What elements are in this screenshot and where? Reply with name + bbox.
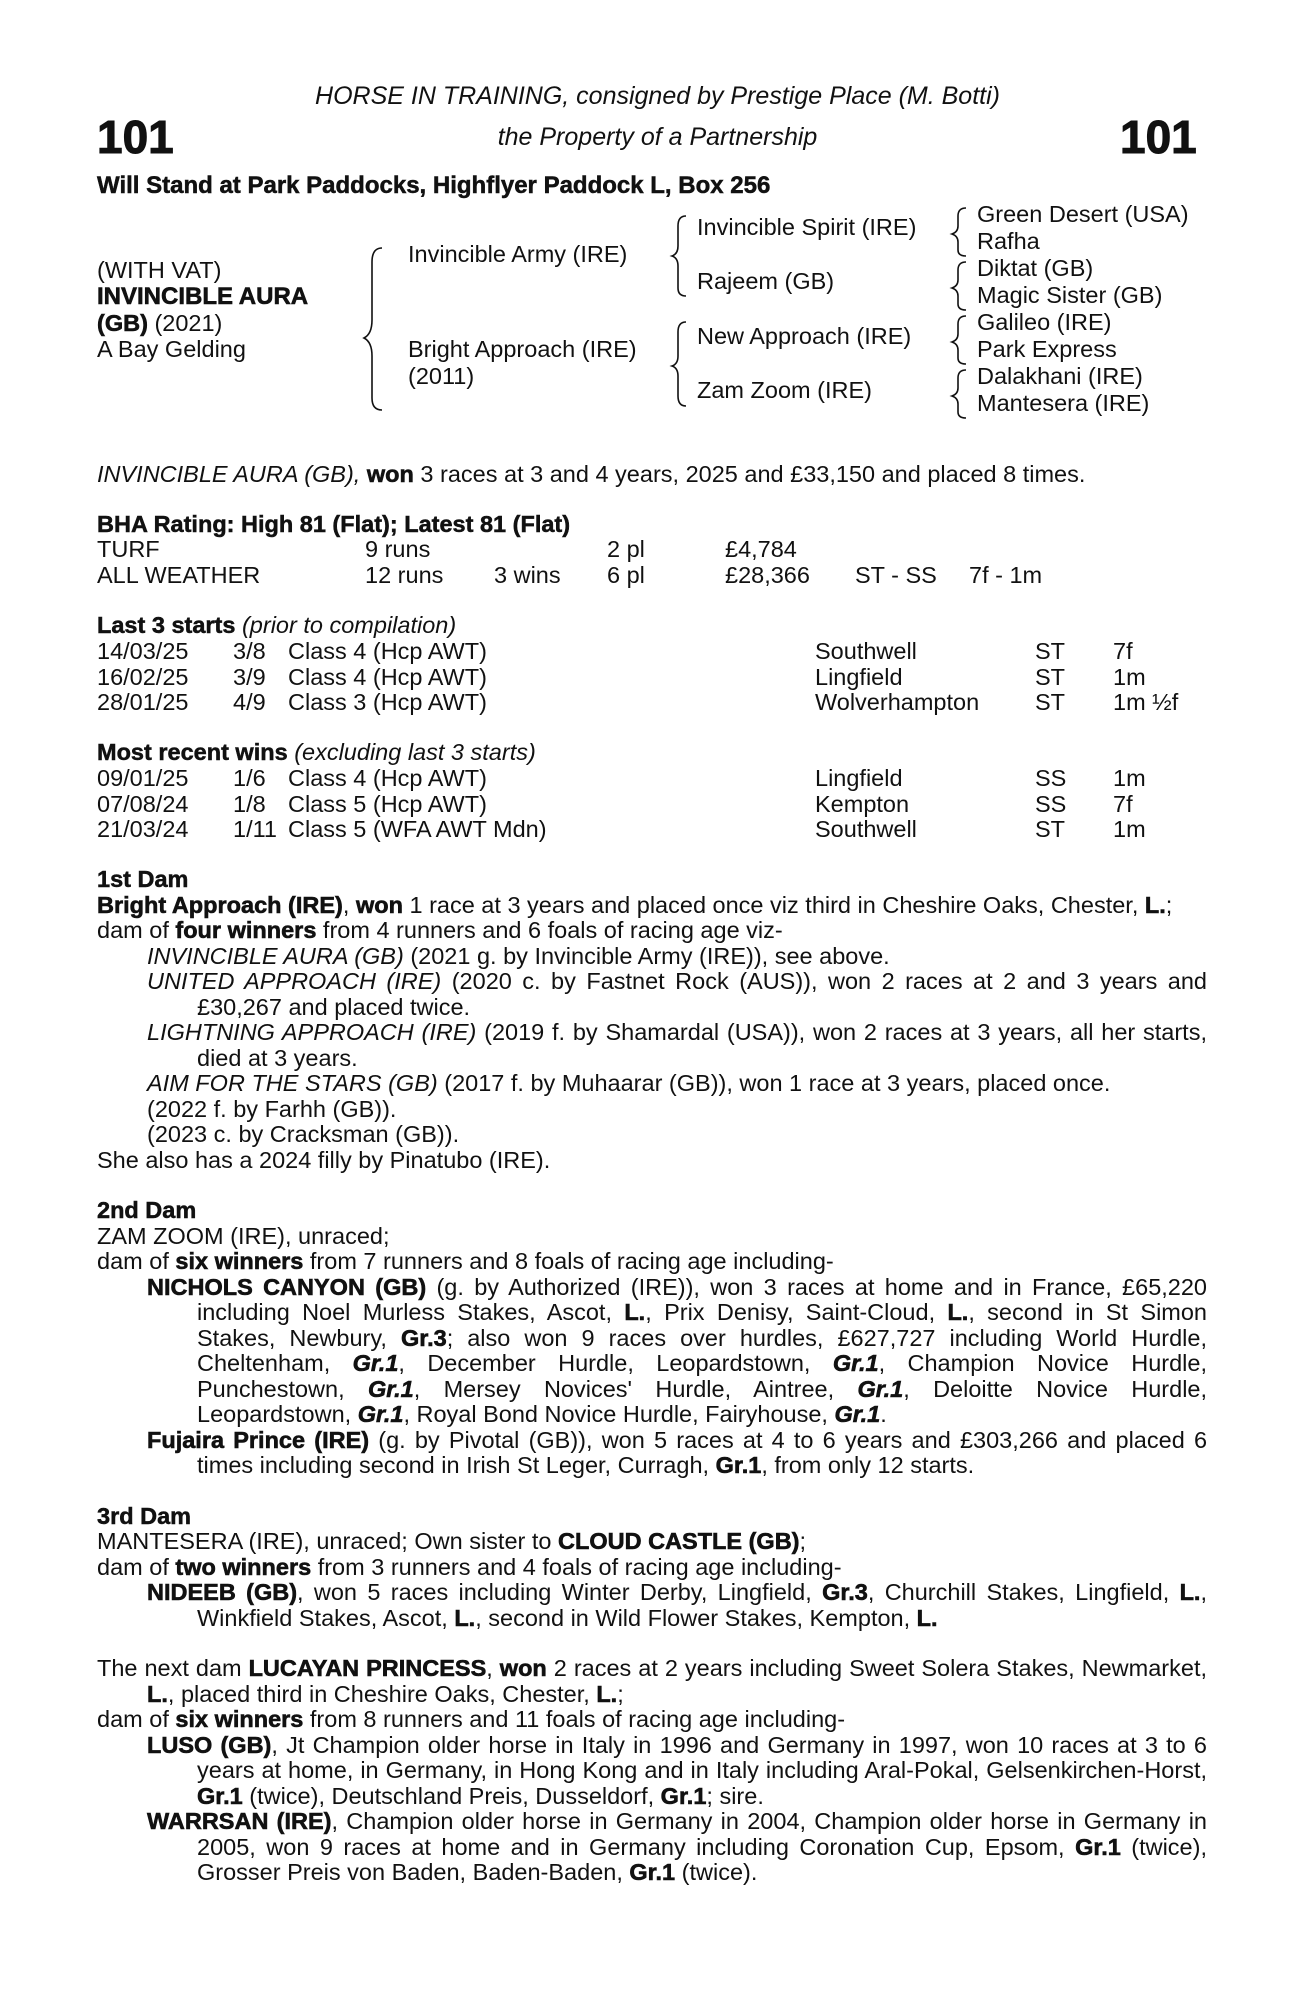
win-pos: 1/11 bbox=[233, 816, 277, 842]
nichols-p1: (g. by Authorized (IRE)), won 3 races at home and in France, £65,220 including Noel Murless Stakes, Ascot, bbox=[197, 1273, 1207, 1325]
produce-name: AIM FOR THE STARS (GB) bbox=[147, 1070, 438, 1096]
next-dam-p2: , placed third in Cheshire Oaks, Chester, bbox=[167, 1680, 590, 1707]
list-item bbox=[97, 1275, 1207, 1428]
grade-badge: Gr.3 bbox=[822, 1579, 868, 1605]
nichols-p2: , Prix Denisy, Saint-Cloud, bbox=[645, 1299, 936, 1325]
start-date: 28/01/25 bbox=[97, 689, 189, 715]
rating-surface: TURF bbox=[97, 536, 160, 562]
produce-text: (2019 f. by Shamardal (USA)), won 2 races at 3 years, all her starts, died at 3 years. bbox=[197, 1019, 1207, 1071]
rating-distance: 7f - 1m bbox=[969, 561, 1043, 588]
pedigree-g3-4: Magic Sister (GB) bbox=[977, 282, 1163, 308]
produce-text: (2023 c. by Cracksman (GB)). bbox=[147, 1121, 460, 1147]
dam1-dam-of-pre: dam of bbox=[97, 917, 169, 943]
rating-prize: £28,366 bbox=[725, 561, 810, 588]
list-item bbox=[97, 1020, 1207, 1071]
produce-text: (2020 c. by Fastnet Rock (AUS)), won 2 races at 2 and 3 years and £30,267 and placed twice. bbox=[197, 968, 1207, 1020]
win-race: Class 5 (Hcp AWT) bbox=[288, 790, 487, 817]
list-item bbox=[97, 969, 1207, 1020]
grade-badge: Gr.3 bbox=[400, 1324, 447, 1351]
rating-row-aw bbox=[97, 563, 1197, 589]
rating-runs: 9 runs bbox=[365, 536, 431, 562]
grade-badge: L. bbox=[147, 1680, 168, 1707]
recent-wins-title bbox=[97, 740, 536, 766]
start-dist: 7f bbox=[1113, 638, 1133, 664]
header-property: the Property of a Partnership bbox=[497, 123, 818, 151]
brace-gen1 bbox=[364, 248, 382, 410]
grade-badge: Gr.1 bbox=[834, 1401, 881, 1427]
dam3-dam-of bbox=[97, 1555, 1207, 1581]
table-row bbox=[97, 817, 1197, 843]
start-pos: 3/9 bbox=[233, 663, 266, 690]
lot-number-right: 101 bbox=[1120, 111, 1197, 163]
pedigree-g3-1: Green Desert (USA) bbox=[977, 201, 1189, 227]
nichols-p6: , Champion Novice Hurdle, Punchestown, bbox=[197, 1350, 1208, 1402]
dam1-dam-of-post: from 4 runners and 6 foals of racing age viz- bbox=[322, 917, 783, 943]
luso-p1: , Jt Champion older horse in Italy in 1996 and Germany in 1997, won 10 races at 3 to 6 years at home, in Germany, in Hong Kong and in Italy including Aral-Pokal, Gelsenkirchen-Horst, bbox=[197, 1731, 1207, 1783]
produce-text: (2022 f. by Farhh (GB)). bbox=[147, 1095, 397, 1122]
pedigree-sire-sire: Invincible Spirit (IRE) bbox=[697, 214, 917, 240]
brace-g3-2 bbox=[952, 262, 966, 310]
next-dam-name: LUCAYAN PRINCESS bbox=[248, 1655, 487, 1681]
start-date: 14/03/25 bbox=[97, 638, 189, 664]
list-item bbox=[97, 944, 1207, 970]
win-course: Lingfield bbox=[815, 765, 903, 791]
pedigree-sire: Invincible Army (IRE) bbox=[408, 241, 628, 267]
nichols-name: NICHOLS CANYON (GB) bbox=[147, 1273, 427, 1300]
luso-p2: (twice), Deutschland Preis, Dusseldorf, bbox=[249, 1782, 655, 1809]
next-dam-won: won bbox=[499, 1655, 547, 1681]
grade-badge: Gr.1 bbox=[1075, 1833, 1121, 1860]
summary-won: won bbox=[366, 461, 414, 487]
horse-year: (2021) bbox=[154, 310, 223, 336]
win-dist: 1m bbox=[1113, 816, 1146, 842]
dam3-heading: 3rd Dam bbox=[97, 1502, 192, 1529]
pedigree-g3-5: Galileo (IRE) bbox=[977, 309, 1112, 335]
recent-wins-title-text: Most recent wins bbox=[97, 739, 288, 765]
warrsan-p2: (twice), Grosser Preis von Baden, Baden-Baden, bbox=[197, 1833, 1207, 1885]
win-going: SS bbox=[1035, 790, 1067, 817]
list-item bbox=[97, 1809, 1207, 1886]
grade-badge: Gr.1 bbox=[629, 1859, 676, 1885]
list-item bbox=[97, 1071, 1207, 1097]
last3-note: (prior to compilation) bbox=[241, 612, 457, 638]
lot-number-left: 101 bbox=[97, 111, 174, 163]
win-course: Southwell bbox=[815, 816, 917, 842]
rating-placed: 2 pl bbox=[607, 536, 645, 562]
pedigree-dam-dam: Zam Zoom (IRE) bbox=[697, 377, 872, 403]
rating-surface: ALL WEATHER bbox=[97, 561, 261, 588]
horse-origin: (GB) bbox=[97, 310, 148, 336]
rating-runs: 12 runs bbox=[365, 561, 444, 588]
pedigree-g3-6: Park Express bbox=[977, 336, 1117, 362]
dam2-dam-of bbox=[97, 1249, 1207, 1275]
pedigree-dam: Bright Approach (IRE) bbox=[408, 336, 637, 362]
start-going: ST bbox=[1035, 638, 1066, 664]
list-item bbox=[97, 1122, 1207, 1148]
start-pos: 4/9 bbox=[233, 689, 266, 715]
next-dam-sep: , bbox=[486, 1655, 493, 1681]
dam1-text: 1 race at 3 years and placed once viz third in Cheshire Oaks, Chester, bbox=[409, 891, 1139, 918]
nichols-p5: , December Hurdle, Leopardstown, bbox=[398, 1350, 811, 1376]
produce-text: (2017 f. by Muhaarar (GB)), won 1 race at 3 years, placed once. bbox=[444, 1070, 1111, 1096]
luso-name: LUSO (GB) bbox=[147, 1731, 272, 1758]
grade-badge: Gr.1 bbox=[715, 1452, 762, 1478]
next-dam-winners: six winners bbox=[175, 1706, 304, 1732]
dam1-footer: She also has a 2024 filly by Pinatubo (IRE). bbox=[97, 1146, 551, 1173]
table-row bbox=[97, 665, 1197, 691]
brace-sire bbox=[672, 216, 686, 296]
list-item bbox=[97, 1580, 1207, 1631]
recent-wins-table bbox=[97, 766, 1197, 843]
nideeb-p1: , won 5 races including Winter Derby, Lingfield, bbox=[297, 1579, 812, 1605]
start-race: Class 4 (Hcp AWT) bbox=[288, 638, 487, 664]
grade-badge: Gr.1 bbox=[367, 1375, 414, 1402]
table-row bbox=[97, 766, 1197, 792]
start-course: Southwell bbox=[815, 638, 917, 664]
grade-badge: L. bbox=[916, 1604, 938, 1631]
grade-badge: Gr.1 bbox=[832, 1350, 879, 1376]
pedigree-g3-8: Mantesera (IRE) bbox=[977, 390, 1150, 416]
dam1-winners: four winners bbox=[175, 917, 317, 943]
nideeb-p2: , Churchill Stakes, Lingfield, bbox=[867, 1579, 1170, 1605]
nichols-p3: , second in St Simon Stakes, Newbury, bbox=[197, 1299, 1208, 1351]
luso-p3: ; sire. bbox=[706, 1782, 764, 1809]
start-dist: 1m ½f bbox=[1113, 689, 1179, 715]
fujaira-p1: (g. by Pivotal (GB)), won 5 races at 4 to 6 years and £303,266 and placed 6 times including second in Irish St Leger, Curragh, bbox=[197, 1426, 1208, 1478]
dam2-winners: six winners bbox=[175, 1248, 304, 1274]
dam3-winners: two winners bbox=[175, 1553, 312, 1580]
grade-badge: Gr.1 bbox=[857, 1375, 904, 1402]
table-row bbox=[97, 639, 1197, 665]
dam3-dam-of-post: from 3 runners and 4 foals of racing age including- bbox=[317, 1553, 842, 1580]
recent-wins-note: (excluding last 3 starts) bbox=[294, 739, 536, 765]
pedigree-sire-dam: Rajeem (GB) bbox=[697, 268, 835, 294]
list-item bbox=[97, 1428, 1207, 1479]
next-dam-p3: ; bbox=[617, 1680, 624, 1707]
nichols-p9: , Royal Bond Novice Hurdle, Fairyhouse, bbox=[403, 1401, 828, 1427]
win-date: 09/01/25 bbox=[97, 765, 189, 791]
table-row bbox=[97, 792, 1197, 818]
win-race: Class 5 (WFA AWT Mdn) bbox=[288, 816, 547, 842]
next-dam-pre: The next dam bbox=[97, 1655, 242, 1681]
pedigree-dam-year: (2011) bbox=[408, 363, 475, 389]
win-pos: 1/8 bbox=[233, 790, 266, 817]
dam3-line1-post: ; bbox=[799, 1528, 807, 1554]
grade-badge: Gr.1 bbox=[357, 1401, 404, 1427]
start-race: Class 3 (Hcp AWT) bbox=[288, 689, 487, 715]
dam1-record: Bright Approach (IRE), won 1 race at 3 years and placed once viz third in Cheshire Oaks, Chester, L.; bbox=[97, 891, 1173, 918]
last3-table bbox=[97, 639, 1197, 716]
brace-dam bbox=[672, 322, 686, 406]
grade-badge: L. bbox=[1179, 1579, 1201, 1605]
produce-text: (2021 g. by Invincible Army (IRE)), see above. bbox=[410, 942, 890, 969]
vat-note: (WITH VAT) bbox=[97, 257, 222, 283]
pedigree-g3-3: Diktat (GB) bbox=[977, 255, 1094, 281]
stand-location: Will Stand at Park Paddocks, Highflyer Paddock L, Box 256 bbox=[97, 172, 771, 199]
grade-badge: L. bbox=[947, 1299, 969, 1325]
start-course: Lingfield bbox=[815, 663, 903, 690]
nichols-p4: ; also won 9 races over hurdles, £627,727 including World Hurdle, Cheltenham, bbox=[197, 1324, 1208, 1376]
horse-name-text: INVINCIBLE AURA bbox=[97, 283, 309, 310]
brace-g3-3 bbox=[952, 316, 966, 364]
horse-description: A Bay Gelding bbox=[97, 336, 246, 362]
grade-badge: L. bbox=[624, 1299, 646, 1325]
next-dam-dam-of-post: from 8 runners and 11 foals of racing age including- bbox=[309, 1706, 846, 1732]
next-dam-p1: 2 races at 2 years including Sweet Solera Stakes, Newmarket, bbox=[553, 1655, 1208, 1681]
list-item bbox=[97, 1733, 1207, 1810]
bha-rating-title: BHA Rating: High 81 (Flat); Latest 81 (Flat) bbox=[97, 511, 571, 537]
nichols-p8: , Deloitte Novice Hurdle, Leopardstown, bbox=[197, 1375, 1208, 1427]
start-dist: 1m bbox=[1113, 663, 1146, 690]
grade-badge: L. bbox=[596, 1680, 618, 1707]
race-summary bbox=[97, 462, 1085, 488]
pedigree-dam-sire: New Approach (IRE) bbox=[697, 323, 912, 349]
dam-notes bbox=[97, 867, 1207, 1886]
next-dam-record bbox=[97, 1656, 1207, 1707]
dam2-line1: ZAM ZOOM (IRE), unraced; bbox=[97, 1222, 390, 1249]
last3-title bbox=[97, 613, 456, 639]
pedigree-g3-7: Dalakhani (IRE) bbox=[977, 363, 1143, 389]
nideeb-name: NIDEEB (GB) bbox=[147, 1579, 298, 1605]
dam3-sister: CLOUD CASTLE (GB) bbox=[558, 1528, 800, 1554]
nichols-p10: . bbox=[880, 1401, 887, 1427]
dam1-heading: 1st Dam bbox=[97, 866, 189, 892]
summary-name: INVINCIBLE AURA (GB), bbox=[97, 461, 361, 487]
dam1-dam-of bbox=[97, 918, 1207, 944]
start-going: ST bbox=[1035, 663, 1066, 690]
fujaira-p2: , from only 12 starts. bbox=[761, 1452, 975, 1478]
win-going: SS bbox=[1035, 765, 1067, 791]
nideeb-p4: , second in Wild Flower Stakes, Kempton, bbox=[475, 1604, 911, 1631]
grade-badge: Gr.1 bbox=[660, 1782, 707, 1809]
summary-text: 3 races at 3 and 4 years, 2025 and £33,150 and placed 8 times. bbox=[420, 461, 1086, 487]
grade-badge: L. bbox=[454, 1604, 476, 1631]
brace-g3-4 bbox=[952, 370, 966, 418]
rating-row-turf bbox=[97, 537, 1197, 563]
grade-badge: Gr.1 bbox=[197, 1782, 243, 1809]
brace-g3-1 bbox=[952, 208, 966, 256]
fujaira-name: Fujaira Prince (IRE) bbox=[147, 1426, 370, 1453]
start-going: ST bbox=[1035, 689, 1066, 715]
rating-prize: £4,784 bbox=[725, 536, 797, 562]
dam3-dam-of-pre: dam of bbox=[97, 1553, 169, 1580]
header-consignor: HORSE IN TRAINING, consigned by Prestige Place (M. Botti) bbox=[315, 82, 1000, 110]
produce-name: INVINCIBLE AURA (GB) bbox=[147, 942, 404, 969]
pedigree-g3-2: Rafha bbox=[977, 228, 1040, 254]
win-dist: 1m bbox=[1113, 765, 1146, 791]
table-row bbox=[97, 690, 1197, 716]
start-course: Wolverhampton bbox=[815, 689, 980, 715]
next-dam-dam-of-pre: dam of bbox=[97, 1706, 169, 1732]
produce-name: UNITED APPROACH (IRE) bbox=[147, 968, 442, 994]
win-date: 21/03/24 bbox=[97, 816, 189, 842]
grade-badge: Gr.1 bbox=[352, 1350, 399, 1376]
warrsan-p1: , Champion older horse in Germany in 2004, Champion older horse in Germany in 2005, won 9 races at home and in Germany including Coronation Cup, Epsom, bbox=[197, 1808, 1207, 1860]
dam1-text-end: ; bbox=[1165, 891, 1173, 918]
list-item bbox=[97, 1097, 1207, 1123]
dam3-line1 bbox=[97, 1529, 1207, 1555]
rating-wins: 3 wins bbox=[494, 561, 561, 588]
start-pos: 3/8 bbox=[233, 638, 266, 664]
win-dist: 7f bbox=[1113, 790, 1133, 817]
dam3-line1-pre: MANTESERA (IRE), unraced; Own sister to bbox=[97, 1528, 552, 1554]
dam2-dam-of-pre: dam of bbox=[97, 1248, 169, 1274]
rating-going: ST - SS bbox=[855, 561, 937, 588]
dam2-dam-of-post: from 7 runners and 8 foals of racing age including- bbox=[309, 1248, 834, 1274]
nichols-p7: , Mersey Novices' Hurdle, Aintree, bbox=[413, 1375, 835, 1402]
start-date: 16/02/25 bbox=[97, 663, 189, 690]
win-course: Kempton bbox=[815, 790, 910, 817]
last3-title-text: Last 3 starts bbox=[97, 612, 236, 638]
dam1-name: Bright Approach (IRE) bbox=[97, 891, 343, 918]
dam1-listed: L. bbox=[1144, 891, 1166, 918]
produce-name: LIGHTNING APPROACH (IRE) bbox=[147, 1019, 477, 1045]
rating-placed: 6 pl bbox=[607, 561, 645, 588]
win-date: 07/08/24 bbox=[97, 790, 189, 817]
warrsan-p3: (twice). bbox=[681, 1859, 758, 1885]
nideeb-p3: , Winkfield Stakes, Ascot, bbox=[197, 1579, 1207, 1631]
start-race: Class 4 (Hcp AWT) bbox=[288, 663, 487, 690]
dam1-won: won bbox=[355, 891, 403, 918]
win-going: ST bbox=[1035, 816, 1066, 842]
rating-table bbox=[97, 537, 1197, 588]
warrsan-name: WARRSAN (IRE) bbox=[147, 1808, 332, 1834]
dam2-heading: 2nd Dam bbox=[97, 1197, 197, 1223]
win-pos: 1/6 bbox=[233, 765, 266, 791]
next-dam-dam-of bbox=[97, 1707, 1207, 1733]
win-race: Class 4 (Hcp AWT) bbox=[288, 765, 487, 791]
